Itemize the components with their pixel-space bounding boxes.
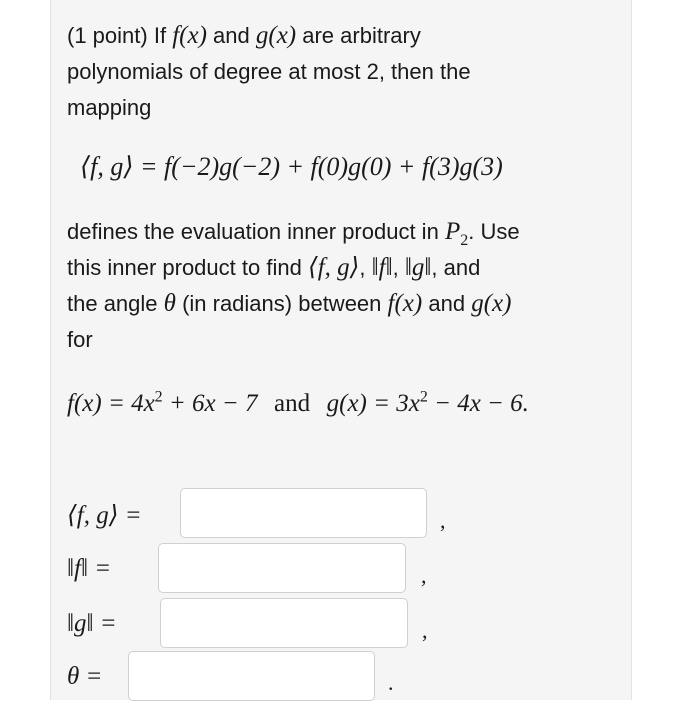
problem-line-6: [67, 286, 511, 322]
space-symbol: $P_2$: [444, 218, 469, 249]
theta-label: θ =: [67, 663, 103, 690]
points-label: (1 point): [67, 23, 148, 48]
angle-text: the angle: [67, 291, 158, 316]
theta-symbol: θ: [163, 290, 176, 317]
f-of-x: f(x): [172, 22, 207, 49]
line5-text: this inner product to find: [67, 255, 302, 280]
mapping-equation: ⟨f, g⟩ = f(−2)g(−2) + f(0)g(0) + f(3)g(3): [80, 152, 503, 181]
g-of-x: g(x): [255, 22, 297, 49]
between-text: (in radians) between: [182, 291, 382, 316]
and-word: and: [213, 23, 250, 48]
inner-product-comma: ,: [440, 508, 446, 533]
norm-g-comma: ,: [422, 618, 428, 643]
inner-product-input[interactable]: [180, 488, 427, 538]
inner-product-symbol: ⟨f, g⟩: [307, 254, 360, 281]
intro-rest: are arbitrary: [302, 23, 421, 48]
problem-line-7: for: [67, 327, 93, 352]
norm-f-label: ‖f‖ =: [67, 555, 112, 582]
inner-product-label: ⟨f, g⟩ =: [67, 502, 142, 529]
problem-line-1: [67, 18, 421, 54]
norm-g-label: ‖g‖ =: [67, 610, 117, 637]
theta-input[interactable]: [128, 651, 375, 701]
theta-period: .: [388, 670, 394, 695]
and-word-2: and: [428, 291, 466, 316]
and-comma: , and: [431, 255, 481, 280]
norm-g-input[interactable]: [160, 598, 408, 648]
function-definitions: [67, 388, 529, 418]
norm-f-symbol: ‖f‖: [371, 254, 393, 281]
problem-line-3: mapping: [67, 95, 152, 120]
g-definition: $g(x) = 3x^2 - 4x - 6$.: [326, 388, 529, 417]
norm-f-comma: ,: [421, 563, 427, 588]
problem-line-2: polynomials of degree at most 2, then the: [67, 59, 471, 84]
intro-if: If: [153, 23, 167, 48]
conjunction: and: [274, 390, 311, 417]
norm-g-symbol: ‖g‖: [404, 254, 432, 281]
use-text: . Use: [468, 219, 520, 244]
f-definition: $f(x) = 4x^2 + 6x - 7$: [67, 388, 258, 417]
f-of-x-2: f(x): [387, 290, 423, 317]
problem-line-5: this inner product to find ⟨f, g⟩, ‖f‖, ‖g‖, and: [67, 254, 481, 281]
defines-text: defines the evaluation inner product in: [67, 219, 439, 244]
norm-f-input[interactable]: [158, 543, 406, 593]
g-of-x-2: g(x): [471, 290, 512, 317]
